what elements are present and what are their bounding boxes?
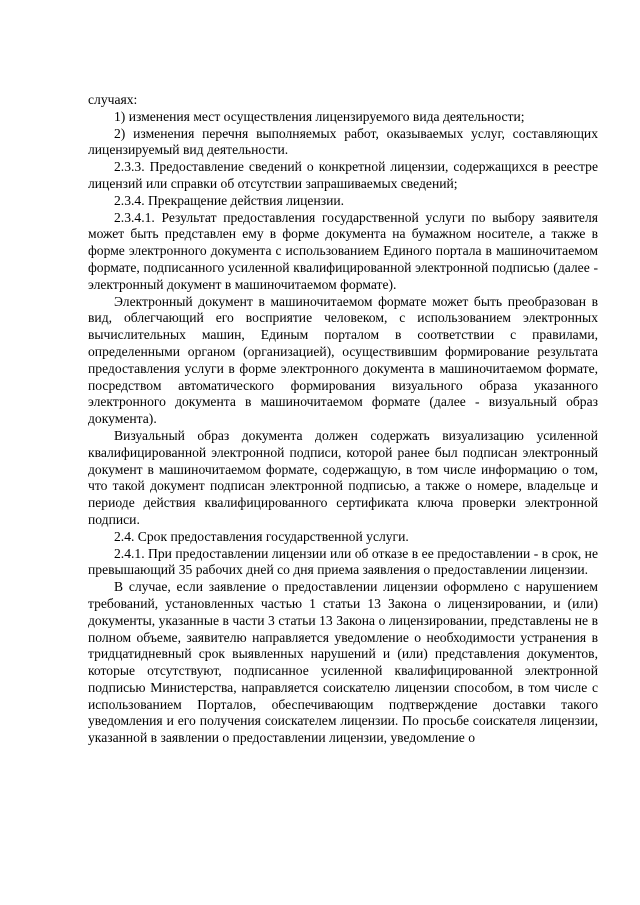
list-item-1: 1) изменения мест осуществления лицензируемого вида деятельности;	[114, 108, 525, 124]
clause-2-4-heading: 2.4. Срок предоставления государственной услуги.	[114, 528, 409, 544]
clause-2-4-1: 2.4.1. При предоставлении лицензии или об отказе в ее предоставлении - в срок, не превышающий 35 рабочих дней со дня приема заявления о предоставлении лицензии.	[88, 545, 598, 578]
paragraph-continuation: случаях:	[88, 92, 138, 107]
document-page	[88, 92, 598, 747]
clause-2-3-3: 2.3.3. Предоставление сведений о конкретной лицензии, содержащихся в реестре лицензий или справки об отсутствии запрашиваемых сведений;	[88, 159, 598, 191]
clause-2-3-4: 2.3.4. Прекращение действия лицензии.	[114, 192, 345, 208]
paragraph-electronic-document: Электронный документ в машиночитаемом формате может быть преобразован в вид, облегчающий его восприятие человеком, с использованием электронных вычислительных машин, Единым порталом в соответствии с правилами, определенными органом (организацией), осуществившим формирование результата предоставления услуги в форме электронного документа в машиночитаемом формате, посредством автоматического формирования визуального образа указанного электронного документа в машиночитаемом формате (далее - визуальный образ документа).	[88, 293, 598, 427]
paragraph-notification: В случае, если заявление о предоставлении лицензии оформлено с нарушением требований, установленных частью 1 статьи 13 Закона о лицензировании, и (или) документы, указанные в части 3 статьи 13 Закона о лицензировании, представлены не в полном объеме, заявителю направляется уведомление о необходимости устранения в тридцатидневный срок выявленных нарушений и (или) представления документов, которые отсутствуют, подписанное усиленной квалифицированной электронной подписью Министерства, направляется соискателю лицензии способом, в том числе с использованием Порталов, обеспечивающим подтверждение доставки такого уведомления и его получения соискателем лицензии. По просьбе соискателя лицензии, указанной в заявлении о предоставлении лицензии, уведомление о	[88, 579, 598, 746]
list-item-2: 2) изменения перечня выполняемых работ, оказываемых услуг, составляющих лицензируемый вид деятельности.	[88, 125, 598, 158]
paragraph-visual-image: Визуальный образ документа должен содержать визуализацию усиленной квалифицированной электронной подписи, которой ранее был подписан электронный документ в машиночитаемом формате, содержащую, в том числе информацию о том, что такой документ подписан электронной подписью, а также о номере, владельце и периоде действия квалифицированного сертификата ключа проверки электронной подписи.	[88, 427, 598, 527]
clause-2-3-4-1: 2.3.4.1. Результат предоставления государственной услуги по выбору заявителя может быть представлен ему в форме документа на бумажном носителе, а также в форме электронного документа с использованием Единого портала в машиночитаемом формате, подписанного усиленной квалифицированной электронной подписью (далее - электронный документ в машиночитаемом формате).	[88, 209, 598, 292]
